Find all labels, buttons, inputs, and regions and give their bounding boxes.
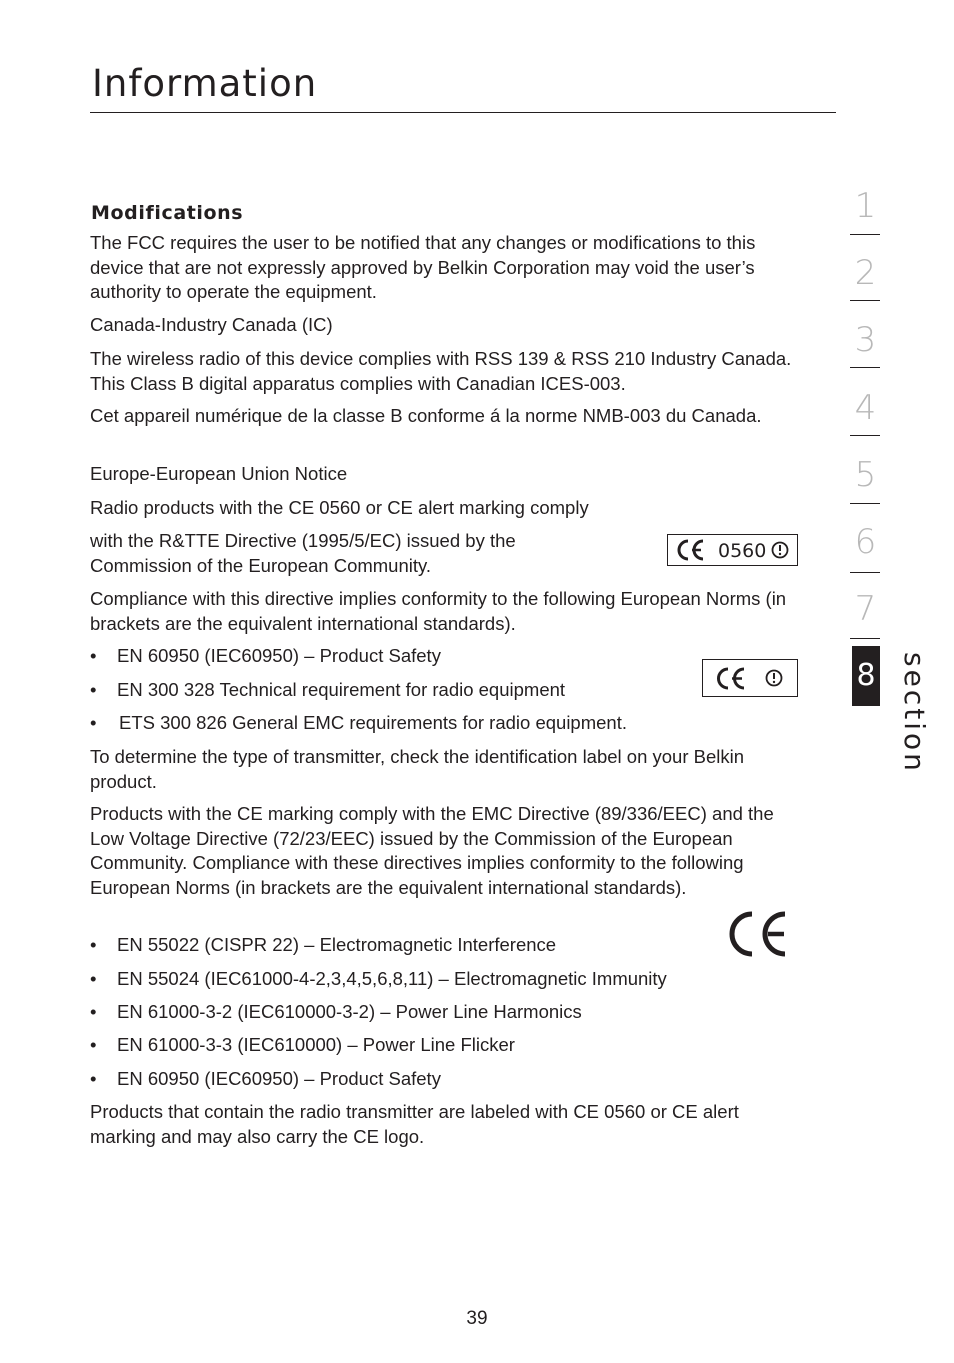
section-tab-6[interactable]: 6 (854, 522, 877, 562)
section-divider (850, 572, 880, 573)
list-item: • EN 55024 (IEC61000-4-2,3,4,5,6,8,11) – Electromagnetic Immunity (90, 968, 667, 989)
section-label: section (898, 652, 931, 774)
ce-0560-alert-mark (667, 534, 798, 566)
section-divider (850, 503, 880, 504)
section-tab-8-active[interactable]: 8 (852, 646, 880, 706)
list-item: • EN 61000-3-3 (IEC610000) – Power Line Flicker (90, 1034, 515, 1055)
list-item: • EN 55022 (CISPR 22) – Electromagnetic Interference (90, 934, 557, 955)
paragraph-canada-french: Cet appareil numérique de la classe B conforme á la norme NMB-003 du Canada. (90, 405, 762, 426)
section-tab-4[interactable]: 4 (854, 388, 877, 428)
section-heading: Modifications (91, 202, 244, 224)
section-divider (850, 367, 880, 368)
section-divider (850, 234, 880, 235)
paragraph-radio-products: Radio products with the CE 0560 or CE alert marking comply (90, 497, 589, 518)
section-tab-1[interactable]: 1 (854, 186, 877, 226)
paragraph-fcc: The FCC requires the user to be notified that any changes or modifications to this device that are not expressly approved by Belkin Corporation may void the user’s authority to operate the equipment. (90, 232, 756, 302)
paragraph-canada-title: Canada-Industry Canada (IC) (90, 314, 333, 335)
paragraph-ce-marking: Products with the CE marking comply with the EMC Directive (89/336/EEC) and the Low Voltage Directive (72/23/EEC) issued by the Commission of the European Community. Compliance with these directives implies conformity to the following European Norms (in brackets are the equivalent international standards). (90, 803, 774, 898)
section-tab-7[interactable]: 7 (854, 589, 877, 629)
paragraph-eu-title: Europe-European Union Notice (90, 463, 348, 484)
title-divider (90, 112, 836, 113)
paragraph-rtte: with the R&TTE Directive (1995/5/EC) issued by the Commission of the European Community. (90, 530, 516, 576)
section-tab-3[interactable]: 3 (854, 320, 877, 360)
ce-0560-icon (668, 535, 796, 565)
ce-logo-icon (726, 910, 790, 958)
paragraph-radio-labels: Products that contain the radio transmitter are labeled with CE 0560 or CE alert marking and may also carry the CE logo. (90, 1101, 739, 1147)
section-divider (850, 435, 880, 436)
svg-text:0560: 0560 (718, 540, 767, 562)
page-number: 39 (466, 1308, 488, 1329)
section-tab-2[interactable]: 2 (854, 253, 877, 293)
list-item: • EN 60950 (IEC60950) – Product Safety (90, 1068, 441, 1089)
paragraph-canada-radio: The wireless radio of this device complies with RSS 139 & RSS 210 Industry Canada. This Class B digital apparatus complies with Canadian ICES-003. (90, 348, 792, 394)
ce-alert-icon (703, 661, 796, 696)
list-item: • EN 300 328 Technical requirement for radio equipment (90, 679, 566, 700)
section-divider (850, 300, 880, 301)
list-item: • EN 61000-3-2 (IEC610000-3-2) – Power Line Harmonics (90, 1001, 582, 1022)
page-title: Information (92, 62, 318, 105)
list-item: • EN 60950 (IEC60950) – Product Safety (90, 645, 441, 666)
paragraph-compliance: Compliance with this directive implies conformity to the following European Norms (in brackets are the equivalent international standards). (90, 588, 787, 634)
list-item: • ETS 300 826 General EMC requirements for radio equipment. (90, 712, 627, 733)
paragraph-determine: To determine the type of transmitter, check the identification label on your Belkin product. (90, 746, 745, 792)
section-tab-5[interactable]: 5 (854, 455, 877, 495)
ce-alert-mark (702, 659, 798, 697)
section-divider (850, 638, 880, 639)
